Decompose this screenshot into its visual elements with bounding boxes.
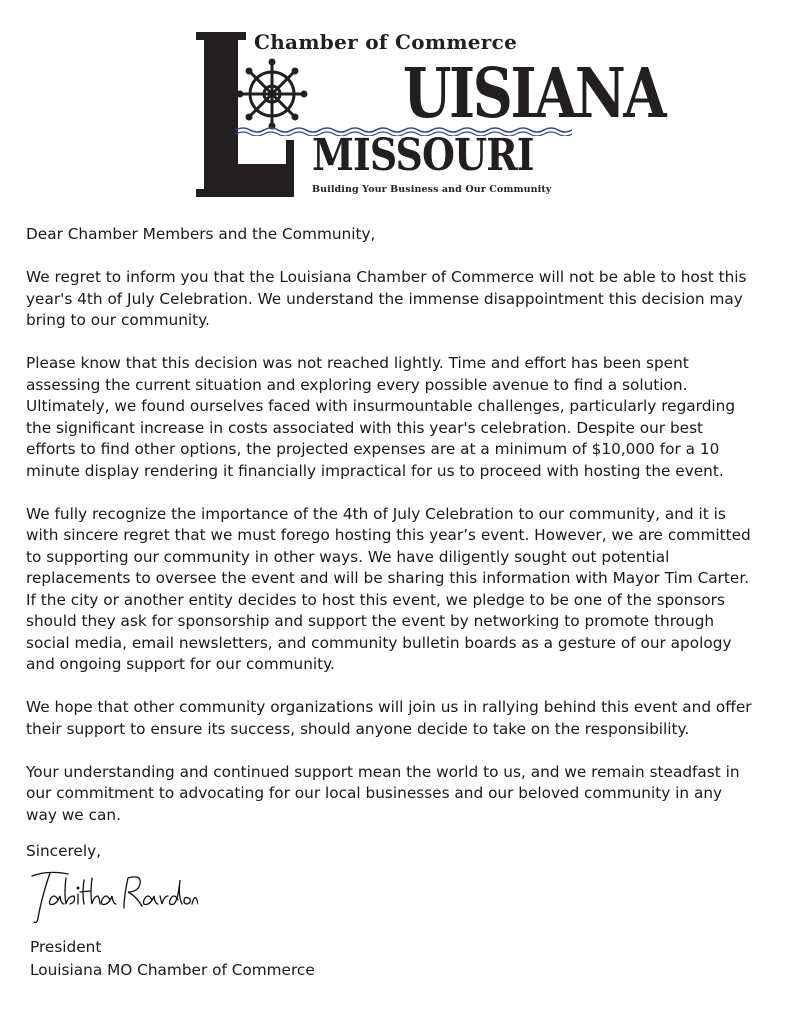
- signer-title: President: [30, 938, 102, 956]
- logo-chamber-text: Chamber of Commerce: [254, 30, 518, 54]
- paragraph-4: We hope that other community organizations will join us in rallying behind this event and offer their support to ensure its success, should anyone decide to take on the responsibility.: [26, 698, 752, 738]
- signer-organization: Louisiana MO Chamber of Commerce: [30, 961, 315, 979]
- chamber-logo: [196, 30, 665, 200]
- logo-louisiana-text: UISIANA: [402, 54, 665, 134]
- paragraph-5: Your understanding and continued support mean the world to us, and we remain steadfast in our commitment to advocating for our local businesses and our beloved community in any way we can.: [26, 762, 740, 824]
- paragraph-2: Please know that this decision was not reached lightly. Time and effort has been spent assessing the current situation and exploring every possible avenue to find a solution. Ultimately, we found ourselves faced with insurmountable challenges, particularly regarding the significant increase in costs associated with this year's celebration. Despite our best efforts to find other options, the projected expenses are at a minimum of $10,000 for a 10 minute display rendering it financially impractical for us to proceed with hosting the event.: [26, 354, 736, 480]
- paragraph-3: We fully recognize the importance of the 4th of July Celebration to our community, and it is with sincere regret that we must forego hosting this year’s event. However, we are committed to supporting our community in other ways. We have diligently sought out potential replacements to oversee the event and will be sharing this information with Mayor Tim Carter. If the city or another entity decides to host this event, we pledge to be one of the sponsors should they ask for sponsorship and support the event by networking to promote through social media, email newsletters, and community bulletin boards as a gesture of our apology and ongoing support for our community.: [26, 504, 751, 673]
- salutation: Dear Chamber Members and the Community,: [26, 225, 376, 243]
- logo-tagline: Building Your Business and Our Community: [312, 184, 552, 195]
- letter-body: [26, 224, 756, 848]
- ship-wheel-icon: [236, 58, 308, 130]
- paragraph-1: We regret to inform you that the Louisiana Chamber of Commerce will not be able to host this year's 4th of July Celebration. We understand the immense disappointment this decision may bring to our community.: [26, 268, 747, 329]
- handwritten-signature: [28, 866, 198, 926]
- closing: Sincerely,: [26, 842, 102, 860]
- signer-block: [30, 936, 315, 982]
- logo-missouri-text: MISSOURI: [312, 130, 534, 181]
